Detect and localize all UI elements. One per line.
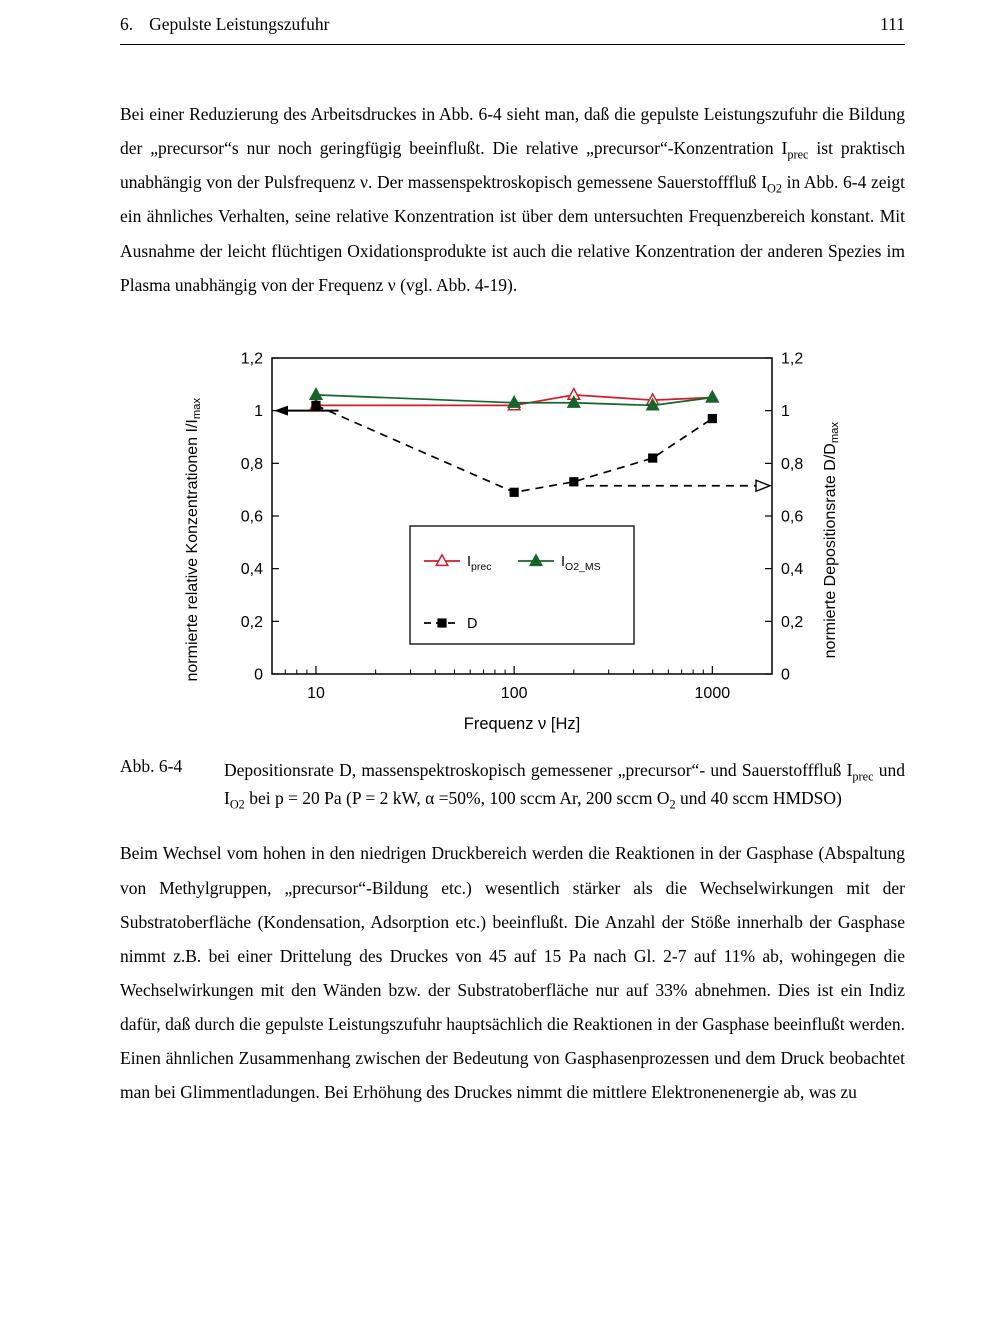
figure-caption xyxy=(120,756,905,813)
svg-text:1: 1 xyxy=(781,402,790,420)
y-axis-left-label-col xyxy=(176,342,210,738)
chapter-heading xyxy=(120,14,329,35)
svg-text:0,8: 0,8 xyxy=(240,455,263,473)
y-axis-right-label-col xyxy=(814,342,848,738)
series-D xyxy=(311,401,717,497)
svg-text:0,2: 0,2 xyxy=(781,613,804,631)
legend-label-D: D xyxy=(467,615,478,632)
chapter-title: Gepulste Leistungszufuhr xyxy=(149,14,330,34)
y-axis-left-label-text: normierte relative Konzentrationen I/I xyxy=(184,419,201,682)
y-axis-right-label-text: normierte Depositionsrate D/D xyxy=(822,442,839,658)
svg-text:1,2: 1,2 xyxy=(781,350,804,368)
figure-6-4 xyxy=(120,342,905,813)
body-paragraph-1: Bei einer Reduzierung des Arbeitsdruckes in Abb. 6-4 sieht man, daß die gepulste Leistungszufuhr die Bildung der „precursor“s nur noch geringfügig beeinflußt. Die relative „precursor“-Konzentration $I_{prec}$ ist praktisch unabhängig von der Pulsfrequenz ν. Der massenspektroskopisch gemessene Sauerstofffluß $I_{O2}$ in Abb. 6-4 zeigt ein ähnliches Verhalten, seine relative Konzentration ist über dem untersuchten Frequenzbereich konstant. Mit Ausnahme der leicht flüchtigen Oxidationsprodukte ist auch die relative Konzentration der anderen Spezies im Plasma unabhängig von der Frequenz ν (vgl. Abb. 4-19). xyxy=(120,104,905,295)
svg-text:1: 1 xyxy=(254,402,263,420)
svg-text:0,2: 0,2 xyxy=(240,613,263,631)
svg-text:0,4: 0,4 xyxy=(240,560,263,578)
legend-label-IO2_MS: $I_{O2\_MS}$ xyxy=(561,553,601,573)
figure-caption-text: Depositionsrate D, massenspektroskopisch gemessener „precursor“- und Sauerstofffluß $I_{prec}$ und $I_{O2}$ bei p = 20 Pa (P = 2 kW, α =50%, 100 sccm Ar, 200 sccm $O_2$ und 40 sccm HMDSO) xyxy=(224,759,906,812)
svg-text:0,6: 0,6 xyxy=(781,508,804,526)
chapter-number: 6. xyxy=(120,14,134,34)
svg-text:1,2: 1,2 xyxy=(240,350,263,368)
body-paragraph-2: Beim Wechsel vom hohen in den niedrigen Druckbereich werden die Reaktionen in der Gasphase (Abspaltung von Methylgruppen, „precursor“-Bildung etc.) wesentlich stärker als die Wechselwirkungen mit der Substratoberfläche (Kondensation, Adsorption etc.) beeinflußt. Die Anzahl der Stöße innerhalb der Gasphase nimmt z.B. bei einer Drittelung des Druckes von 45 auf 15 Pa nach Gl. 2-7 auf 11% ab, wohingegen die Wechselwirkungen mit den Wänden bzw. der Substratoberfläche nur auf 33% abnehmen. Dies ist ein Indiz dafür, daß durch die gepulste Leistungszufuhr hauptsächlich die Reaktionen in der Gasphase beeinflußt werden. Einen ähnlichen Zusammenhang zwischen der Bedeutung von Gasphasenprozessen und dem Druck beobachtet man bei Glimmentladungen. Bei Erhöhung des Druckes nimmt die mittlere Elektronenenergie ab, was zu xyxy=(120,843,905,1103)
axis-arrows xyxy=(274,405,770,491)
page-header xyxy=(120,14,905,45)
y-axis-left-label xyxy=(184,398,202,682)
page-number: 111 xyxy=(880,14,905,34)
svg-text:0: 0 xyxy=(254,666,263,684)
svg-text:100: 100 xyxy=(500,684,528,702)
svg-text:10: 10 xyxy=(307,684,325,702)
svg-text:0,6: 0,6 xyxy=(240,508,263,526)
x-axis-label: Frequenz ν [Hz] xyxy=(463,714,581,733)
figure-caption-label: Abb. 6-4 xyxy=(120,755,183,776)
svg-text:1000: 1000 xyxy=(694,684,731,702)
y-axis-left-label-sub: max xyxy=(191,398,204,420)
chart-svg xyxy=(210,342,814,738)
y-axis-right-label xyxy=(822,422,840,658)
chart-area xyxy=(176,342,905,738)
svg-text:0,4: 0,4 xyxy=(781,560,804,578)
svg-text:0: 0 xyxy=(781,666,790,684)
y-axis-right-label-sub: max xyxy=(829,421,842,443)
legend-label-Iprec: $I_{prec}$ xyxy=(467,553,492,573)
chart-legend xyxy=(410,526,634,644)
svg-text:0,8: 0,8 xyxy=(781,455,804,473)
